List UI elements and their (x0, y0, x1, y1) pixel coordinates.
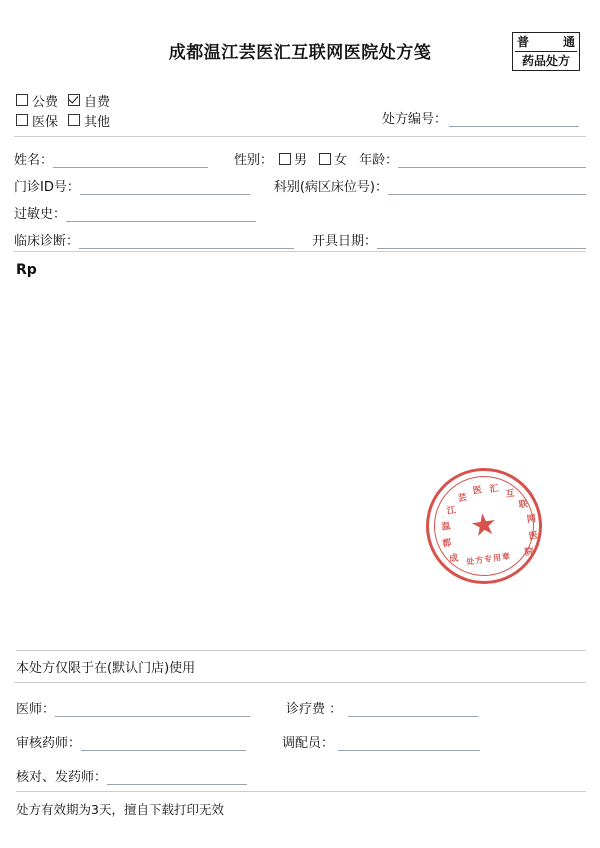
allergy-input[interactable] (66, 207, 256, 222)
prescription-number-field[interactable] (382, 108, 579, 127)
row-name-gender-age (14, 141, 586, 168)
patient-info-section (14, 141, 586, 249)
signature-section (14, 687, 586, 785)
gender-label: 性别： (234, 153, 274, 168)
issue-date-input[interactable] (377, 234, 586, 249)
row-diagnosis-date (14, 222, 586, 249)
usage-note-rule (14, 682, 586, 683)
rp-label: Rp (16, 262, 37, 278)
seal-subtext: 处方专用章 (465, 551, 512, 567)
row-id-department (14, 168, 586, 195)
checker-dispenser-input[interactable] (107, 770, 247, 785)
checkbox-label: 公费 (32, 94, 59, 110)
dispenser-label: 调配员： (282, 736, 335, 751)
checkbox-box-icon (279, 153, 291, 165)
checkbox-box-icon (319, 153, 331, 165)
checkbox-label: 自费 (84, 94, 111, 110)
diagnosis-label: 临床诊断： (14, 234, 80, 249)
name-input[interactable] (53, 153, 208, 168)
page-title: 成都温江芸医汇互联网医院处方笺 (168, 43, 432, 63)
department-label: 科别(病区床位号)： (273, 180, 389, 195)
review-pharmacist-input[interactable] (81, 736, 246, 751)
checkbox-label: 其他 (84, 114, 111, 130)
checkbox-box-icon (68, 114, 80, 126)
checkbox-other[interactable] (68, 111, 110, 130)
consultation-fee-input[interactable] (348, 702, 478, 717)
badge-subtitle: 药品处方 (521, 54, 570, 68)
badge-char-1: 普 (517, 35, 530, 49)
consultation-fee-label: 诊疗费 ： (286, 702, 343, 717)
signature-row-pharmacist (14, 721, 586, 751)
signature-row-checker (14, 755, 586, 785)
checker-dispenser-label: 核对、发药师： (16, 770, 108, 785)
page-header (14, 0, 586, 72)
checkbox-gender-female[interactable] (319, 149, 347, 168)
diagnosis-input[interactable] (79, 234, 294, 249)
outpatient-id-label: 门诊ID号： (14, 180, 80, 195)
checkbox-medical-insurance[interactable] (16, 111, 58, 130)
checkbox-label: 女 (334, 153, 348, 168)
badge-divider (515, 51, 577, 52)
payment-and-number-row (14, 90, 586, 134)
info-bottom-rule (14, 251, 586, 252)
prescription-number-value[interactable] (449, 112, 579, 127)
official-seal: 成 都 温 江 芸 医 汇 互 联 网 医 院 ★ 处方专用章 (418, 460, 549, 591)
prescription-type-badge (512, 32, 580, 71)
doctor-label: 医师： (16, 702, 56, 717)
signature-row-doctor (14, 687, 586, 717)
department-input[interactable] (388, 180, 586, 195)
rp-content-area (14, 278, 586, 650)
checkbox-label: 男 (294, 153, 308, 168)
footer-validity-note: 处方有效期为3天，擅自下载打印无效 (16, 791, 586, 818)
checkbox-box-icon (16, 114, 28, 126)
row-allergy (14, 195, 586, 222)
checkbox-box-icon (16, 94, 28, 106)
seal-ring-text: 成 都 温 江 芸 医 汇 互 联 网 医 院 (440, 483, 539, 565)
dispenser-input[interactable] (338, 736, 480, 751)
payment-type-group (16, 90, 166, 130)
checkbox-gender-male[interactable] (279, 149, 307, 168)
doctor-input[interactable] (55, 702, 250, 717)
issue-date-label: 开具日期： (312, 234, 378, 249)
outpatient-id-input[interactable] (80, 180, 250, 195)
age-input[interactable] (398, 153, 586, 168)
header-rule (14, 136, 586, 137)
age-label: 年龄： (359, 153, 399, 168)
badge-char-2: 通 (562, 35, 575, 49)
checkbox-public-expense[interactable] (16, 91, 58, 110)
allergy-label: 过敏史： (14, 207, 67, 222)
name-label: 姓名： (14, 153, 54, 168)
review-pharmacist-label: 审核药师： (16, 736, 82, 751)
usage-note: 本处方仅限于在(默认门店)使用 (16, 650, 586, 676)
checkbox-checked-icon (68, 94, 80, 106)
prescription-number-label: 处方编号： (382, 112, 448, 127)
checkbox-label: 医保 (32, 114, 59, 130)
checkbox-self-pay[interactable] (68, 91, 110, 110)
